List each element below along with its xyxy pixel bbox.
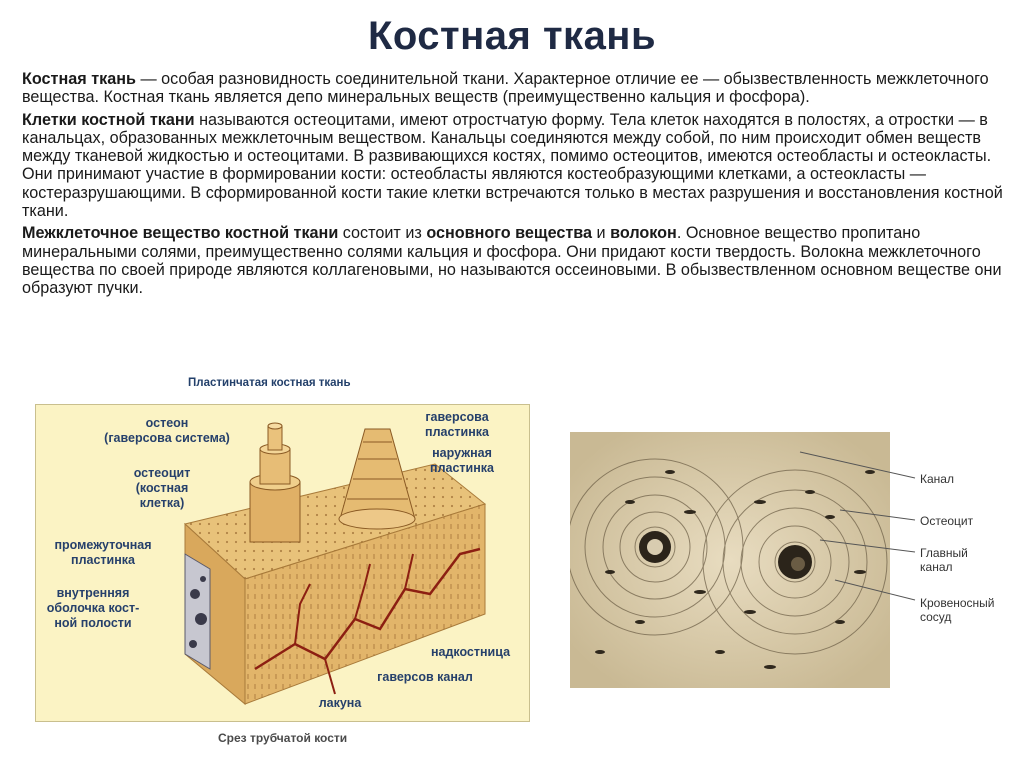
label-vessel-line2: сосуд <box>920 610 952 624</box>
p2-rest: называются остеоцитами, имеют отростчатую форму. Тела клеток находятся в полостях, а отростки — в канальцах, образованных межклеточным веществом. Канальцы соединяются между собой, по ним происходит обмен веществ между тканевой жидкостью и остеоцитами. В развивающихся костях, помимо остеоцитов, имеются остеобласты и остеокласты. Они принимают участие в формировании кости: остеобласты являются костеобразующими клетками, а остеокласты — костеразрушающими. В сформированной кости такие клетки встречаются только в местах разрушения и восстановления костной ткани. <box>22 110 1003 221</box>
label-main-canal-line2: канал <box>920 560 953 574</box>
label-inner <box>38 586 148 631</box>
p1-lead: Костная ткань <box>22 70 136 88</box>
label-havers-plate <box>402 410 512 440</box>
label-outer-plate-line1: наружная <box>432 446 492 460</box>
p3-lead: Межклеточное вещество костной ткани <box>22 224 339 243</box>
label-outer-plate-line2: пластинка <box>430 461 494 475</box>
label-osteon-line2: (гаверсова система) <box>104 431 230 445</box>
body-text <box>22 70 1012 302</box>
label-intermediate <box>38 538 168 568</box>
p3-mid1: состоит из <box>338 224 427 243</box>
label-osteocyte <box>112 466 212 511</box>
paragraph-3 <box>22 224 1012 297</box>
label-lacuna: лакуна <box>318 696 362 710</box>
label-intermediate-line2: пластинка <box>71 553 135 567</box>
paragraph-2 <box>22 111 1012 221</box>
paragraph-1 <box>22 70 1012 107</box>
label-osteon-line1: остеон <box>145 416 189 430</box>
label-main-canal <box>920 546 968 574</box>
label-havers-plate-line1: гаверсова <box>425 410 489 424</box>
page-title: Костная ткань <box>367 14 657 58</box>
label-outer-plate <box>412 446 512 476</box>
label-periosteum: надкостница <box>430 645 511 659</box>
label-vessel <box>920 596 995 624</box>
figure1-title: Пластинчатая костная ткань <box>188 377 351 389</box>
label-osteocyte-line3: клетка) <box>139 496 185 510</box>
label-osteocyte-line1: остеоцит <box>133 466 191 480</box>
label-main-canal-line1: Главный <box>920 546 968 560</box>
label-osteon <box>92 416 242 446</box>
figure1-caption: Срез трубчатой кости <box>218 731 348 745</box>
label-havers-plate-line2: пластинка <box>425 425 489 439</box>
p1-rest: — особая разновидность соединительной ткани. Характерное отличие ее — обызвествленность межклеточного вещества. Костная ткань является депо минеральных веществ (преимущественно кальция и фосфора). <box>22 70 989 107</box>
label-havers-canal: гаверсов канал <box>377 670 473 684</box>
label-osteocyte-line2: (костная <box>135 481 189 495</box>
p3-bold2: волокон <box>610 224 677 243</box>
p3-rest: . Основное вещество пропитано минеральными солями, преимущественно солями кальция и фосфора. Они придают кости твердость. Волокна межклеточного вещества по своей природе являются коллагеновыми, но называются оссеиновыми. В обызвествленном основном веществе они образуют пучки. <box>22 224 1002 298</box>
label-canal: Канал <box>920 472 954 486</box>
p3-mid2: и <box>592 224 611 243</box>
p3-bold1: основного вещества <box>426 224 593 243</box>
label-intermediate-line1: промежуточная <box>54 538 152 552</box>
label-micro-osteocyte: Остеоцит <box>920 514 974 528</box>
micrograph-leader-lines <box>780 440 920 620</box>
label-vessel-line1: Кровеносный <box>920 596 995 610</box>
p2-lead: Клетки костной ткани <box>22 110 195 129</box>
label-inner-line2: оболочка кост- <box>46 601 140 615</box>
label-inner-line1: внутренняя <box>56 586 130 600</box>
label-inner-line3: ной полости <box>54 616 132 630</box>
